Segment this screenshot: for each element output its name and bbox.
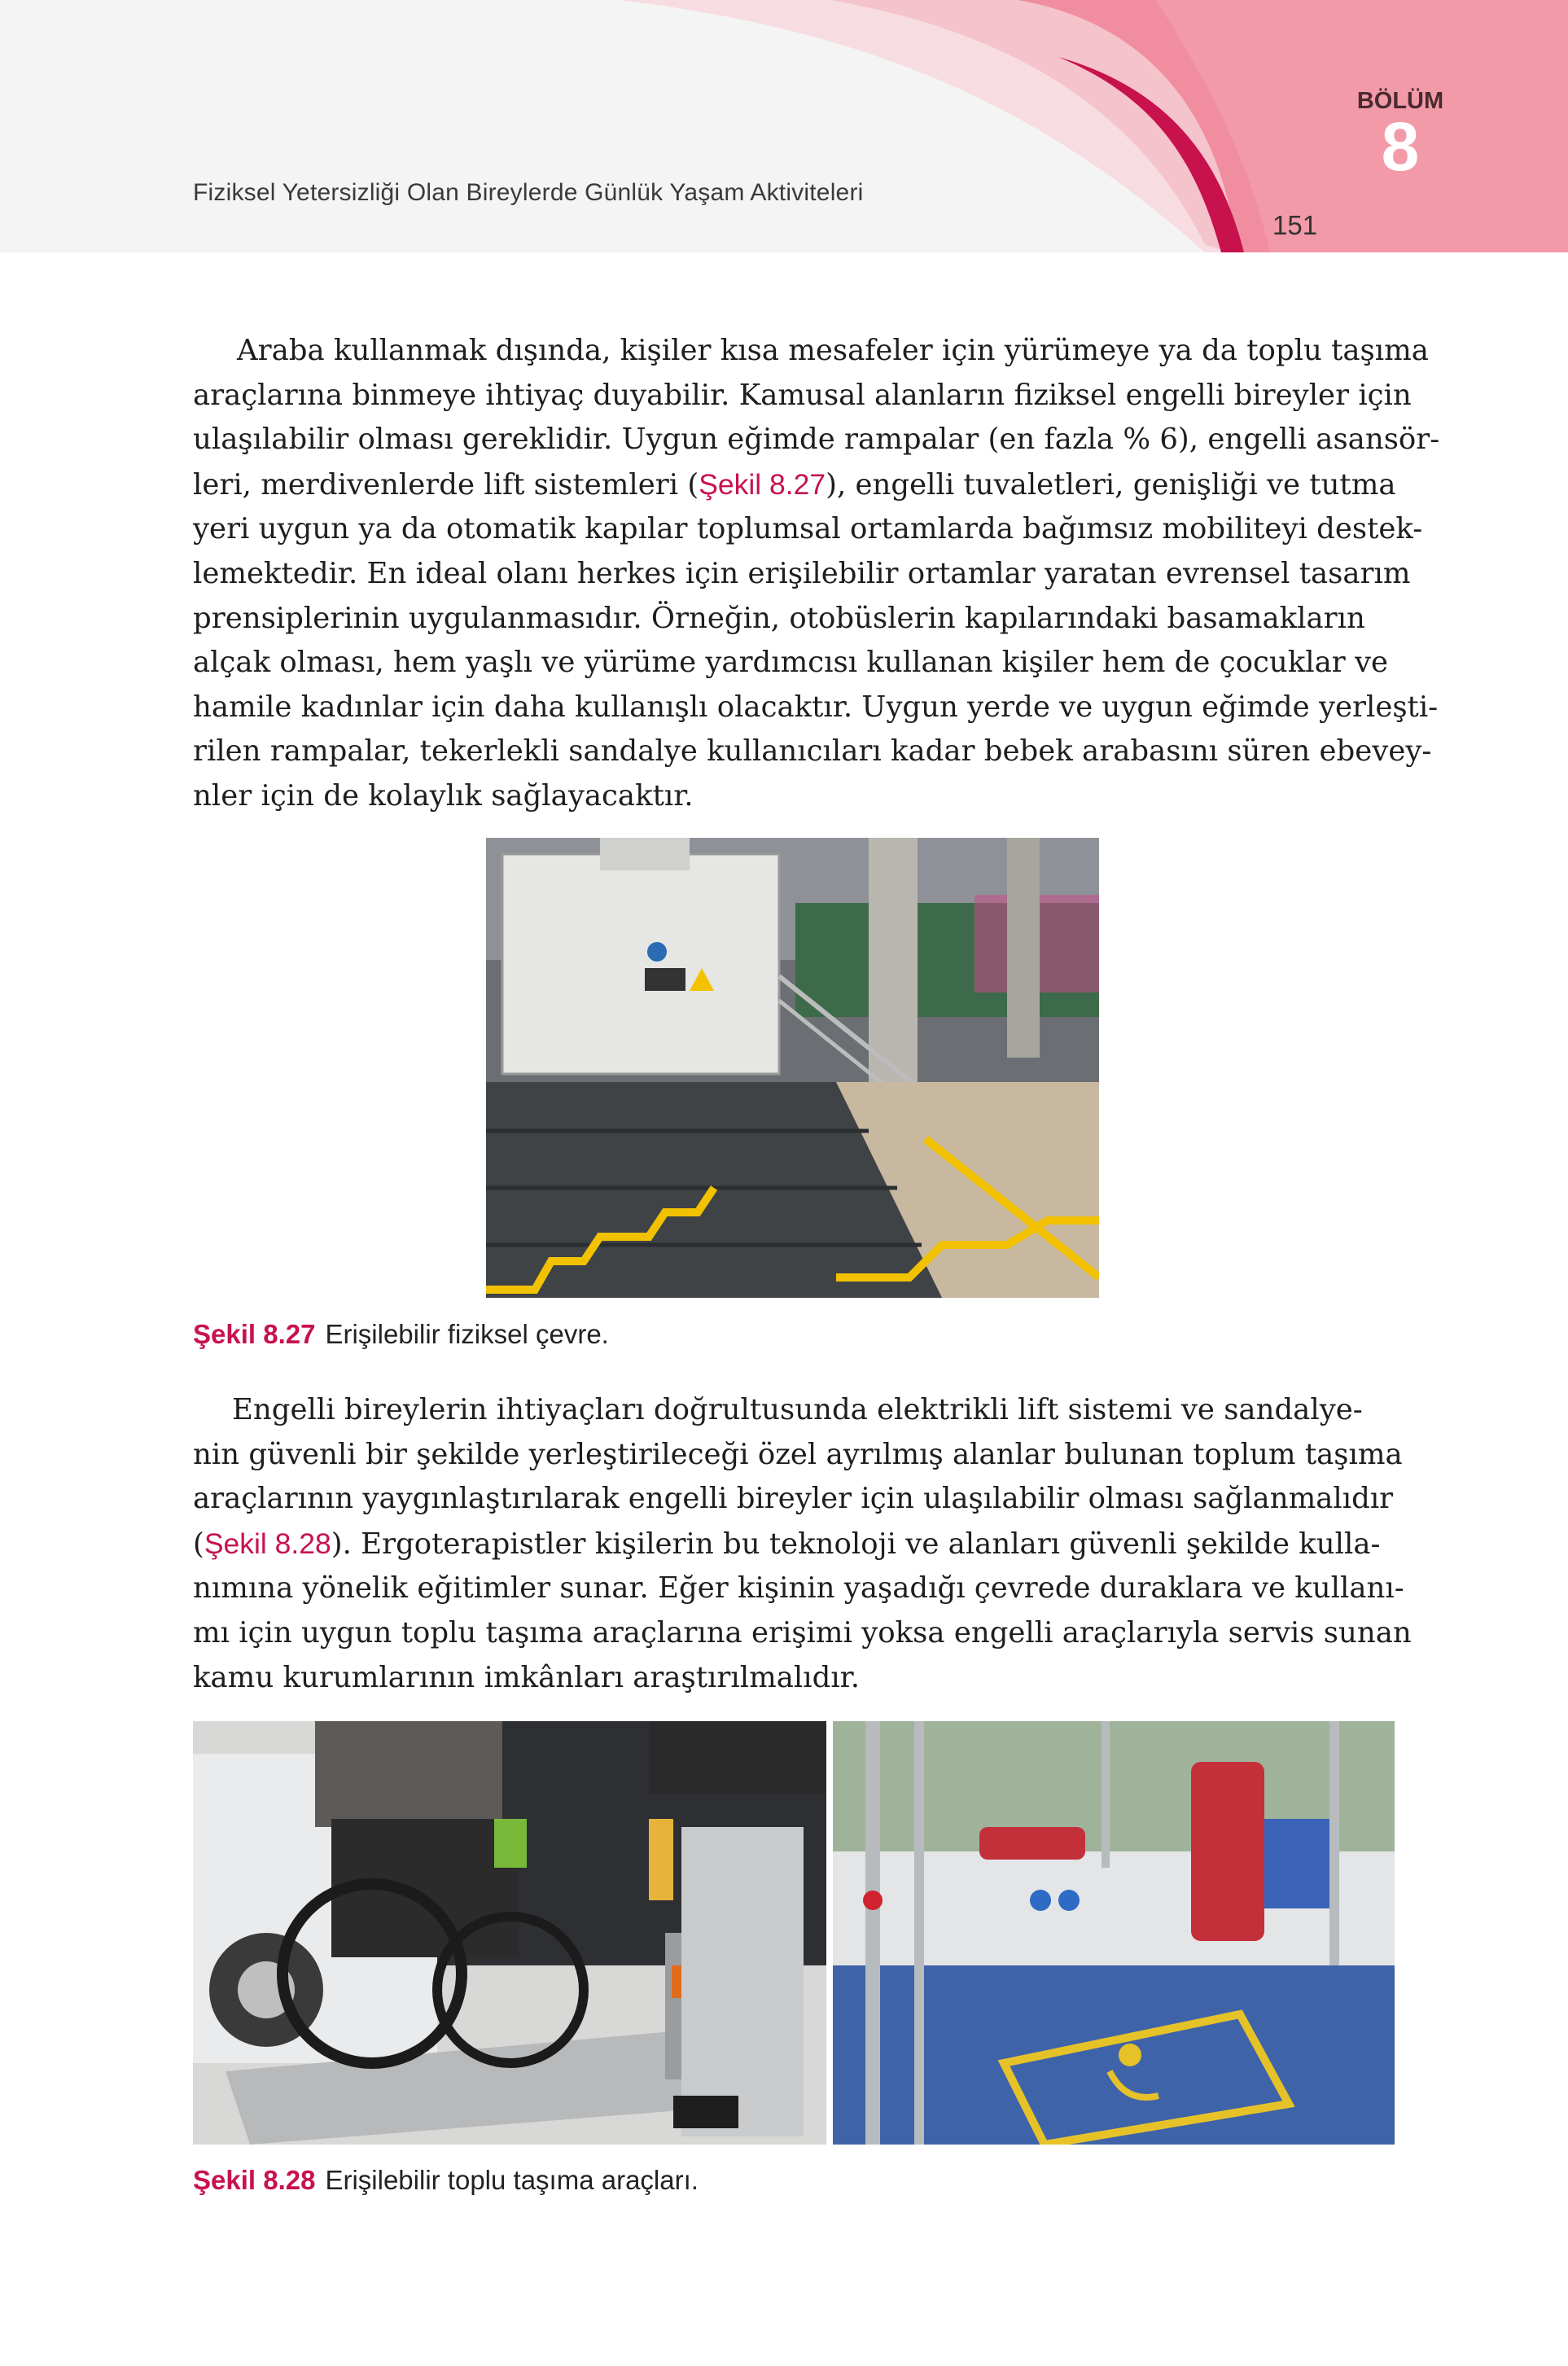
paragraph-line [193,1522,1395,1567]
paragraph-line: lemektedir. En ideal olanı herkes için erişilebilir ortamlar yaratan evrensel tasarım [193,556,1411,590]
paragraph-line: Engelli bireylerin ihtiyaçları doğrultusunda elektrikli lift sistemi ve sandalye- [232,1393,1363,1426]
chapter-label: BÖLÜM [1356,88,1444,114]
paragraph-line [193,462,1395,508]
paragraph-text: ( [193,1527,204,1561]
paragraph-text: ), engelli tuvaletleri, genişliği ve tutma [826,467,1396,502]
page-number: 151 [1272,210,1318,240]
paragraph-line: araçlarının yaygınlaştırılarak engelli bireyler için ulaşılabilir olması sağlanmalıdır [193,1482,1394,1516]
body-paragraph-2 [193,1388,1412,1700]
page-header [0,0,1568,252]
figure-8-28-photo-right [833,1721,1395,2145]
figure-label: Şekil 8.28 [193,2165,316,2195]
paragraph-line: araçlarına binmeye ihtiyaç duyabilir. Kamusal alanların fiziksel engelli bireyler için [193,378,1412,412]
paragraph-line: mı için uygun toplu taşıma araçlarına erişimi yoksa engelli araçlarıyla servis sunan [193,1615,1412,1650]
header-decoration [0,0,1568,252]
figure-reference-link[interactable]: Şekil 8.27 [699,467,826,501]
paragraph-line: prensiplerinin uygulanmasıdır. Örneğin, otobüslerin kapılarındaki basamakların [193,601,1365,635]
paragraph-line: yeri uygun ya da otomatik kapılar toplumsal ortamlarda bağımsız mobiliteyi destek- [193,512,1423,546]
chapter-number: 8 [1381,108,1420,185]
running-title: Fiziksel Yetersizliği Olan Bireylerde Günlük Yaşam Aktiviteleri [193,179,864,206]
paragraph-text: leri, merdivenlerde lift sistemleri ( [193,467,699,502]
paragraph-text: ). Ergoterapistler kişilerin bu teknoloji ve alanları güvenli şekilde kulla- [331,1527,1381,1561]
figure-8-28-photo-left [193,1721,826,2145]
figure-label: Şekil 8.27 [193,1319,316,1349]
figure-8-27-caption [193,1319,609,1350]
paragraph-line: ulaşılabilir olması gereklidir. Uygun eğimde rampalar (en fazla % 6), engelli asansör- [193,423,1440,457]
paragraph-line: nin güvenli bir şekilde yerleştirileceği özel ayrılmış alanlar bulunan toplum taşıma [193,1437,1403,1471]
figure-reference-link[interactable]: Şekil 8.28 [204,1527,331,1560]
figure-caption-text: Erişilebilir toplu taşıma araçları. [325,2165,699,2195]
paragraph-line: alçak olması, hem yaşlı ve yürüme yardımcısı kullanan kişiler hem de çocuklar ve [193,646,1389,680]
body-paragraph-1 [193,329,1440,819]
paragraph-line: nler için de kolaylık sağlayacaktır. [193,778,694,813]
paragraph-line: kamu kurumlarının imkânları araştırılmalıdır. [193,1660,861,1694]
paragraph-line: Araba kullanmak dışında, kişiler kısa mesafeler için yürümeye ya da toplu taşıma [237,334,1429,367]
paragraph-line: hamile kadınlar için daha kullanışlı olacaktır. Uygun yerde ve uygun eğimde yerleşti- [193,690,1439,724]
figure-8-27-photo [486,838,1099,1298]
figure-8-28-caption [193,2165,699,2196]
paragraph-line: nımına yönelik eğitimler sunar. Eğer kişinin yaşadığı çevrede duraklara ve kullanı- [193,1571,1404,1606]
figure-caption-text: Erişilebilir fiziksel çevre. [325,1319,609,1349]
paragraph-line: rilen rampalar, tekerlekli sandalye kullanıcıları kadar bebek arabasını süren ebevey- [193,734,1432,769]
